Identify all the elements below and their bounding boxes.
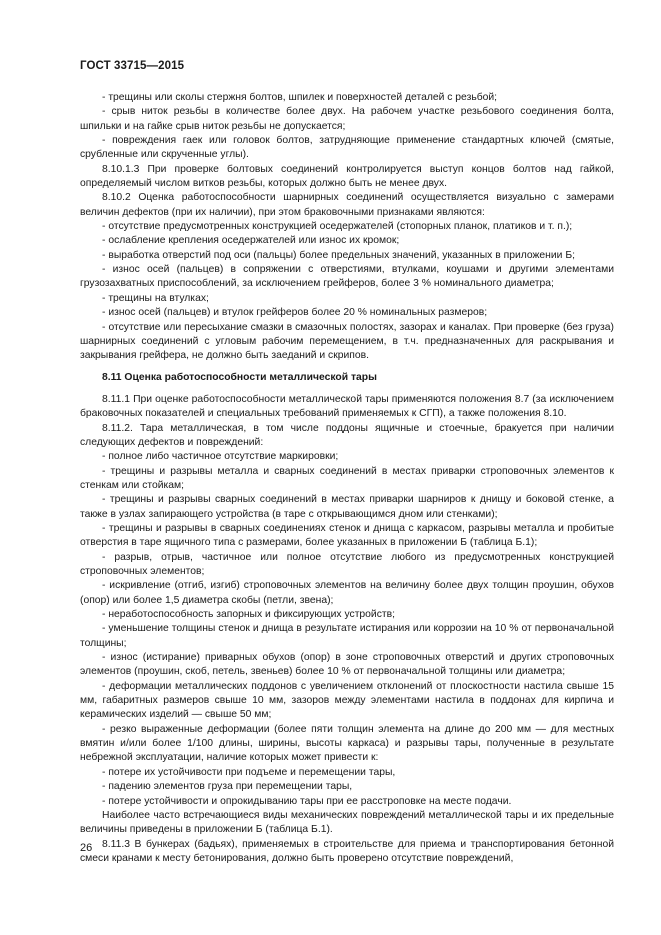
paragraph: - резко выраженные деформации (более пяти толщин элемента на длине до 200 мм — для местных вмятин и/или более 1/100 длины, ширины, высоты каркаса) и разрывы тары, полученные в результате небрежной эксплуатации, наличие которых может привести к:	[80, 723, 614, 764]
paragraph: 8.10.2 Оценка работоспособности шарнирных соединений осуществляется визуально с замерами величин дефектов (при их наличии), при этом браковочными признаками являются:	[80, 192, 614, 218]
paragraph: - разрыв, отрыв, частичное или полное отсутствие любого из предусмотренных конструкцией строповочных элементов;	[80, 551, 614, 577]
paragraph: - износ осей (пальцев) и втулок грейферов более 20 % номинальных размеров;	[102, 307, 488, 319]
paragraph: 8.11.1 При оценке работоспособности металлической тары применяются положения 8.7 (за исключением браковочных показателей и специальных требований применяемых к СГП), а также положения 8.10.	[80, 393, 614, 420]
body-text	[80, 91, 614, 866]
paragraph: - искривление (отгиб, изгиб) строповочных элементов на величину более двух толщин проушин, обухов (опор) или более 1,5 диаметра скобы (петли, звена);	[80, 580, 614, 606]
paragraph: - отсутствие предусмотренных конструкцией оседержателей (стопорных планок, платиков и т. п.);	[102, 221, 573, 233]
paragraph: 8.10.1.3 При проверке болтовых соединений контролируется выступ концов болтов над гайкой, определяемый числом витков резьбы, которых должно быть не менее двух.	[80, 163, 614, 190]
paragraph: - износ (истирание) приварных обухов (опор) в зоне строповочных отверстий и других строповочных элементов (проушин, скоб, петель, звеньев) более 10 % от первоначальной толщины или диаметра;	[80, 652, 614, 678]
paragraph: - трещины и разрывы сварных соединений в местах приварки шарниров к днищу и боковой стенке, а также в узлах запирающего устройства (в таре с открывающимся дном или стенками);	[80, 494, 614, 520]
paragraph: - ослабление крепления оседержателей или износ их кромок;	[102, 235, 400, 247]
paragraph: - срыв ниток резьбы в количестве более двух. На рабочем участке резьбового соединения болта, шпильки и на гайке срыв ниток резьбы не допускается;	[80, 106, 614, 132]
running-header-doc-id: ГОСТ 33715—2015	[80, 60, 185, 72]
paragraph: - полное либо частичное отсутствие маркировки;	[102, 451, 339, 463]
paragraph: - отсутствие или пересыхание смазки в смазочных полостях, зазорах и каналах. При проверке (без груза) шарнирных соединений с угловым рабочим перемещением, в т.ч. предназначенных для раскрывания и закрывания грейфера, не должно быть заеданий и скрипов.	[80, 321, 614, 362]
section-heading: 8.11 Оценка работоспособности металлической тары	[102, 371, 377, 383]
paragraph: - повреждения гаек или головок болтов, затрудняющие применение стандартных ключей (смятые, срубленные или скрученные углы).	[80, 135, 614, 161]
paragraph: - падению элементов груза при перемещении тары,	[102, 781, 353, 793]
paragraph: - трещины и разрывы металла и сварных соединений в местах приварки строповочных элементов к стенкам или стойкам;	[80, 465, 614, 491]
paragraph: Наиболее часто встречающиеся виды механических повреждений металлической тары и их предельные величины приведены в приложении Б (таблица Б.1).	[80, 809, 614, 836]
page-number: 26	[80, 842, 93, 854]
paragraph: 8.11.3 В бункерах (бадьях), применяемых в строительстве для приема и транспортирования бетонной смеси кранами к месту бетонирования, должно быть проверено отсутствие повреждений,	[80, 838, 614, 864]
paragraph: - трещины и разрывы в сварных соединениях стенок и днища с каркасом, разрывы металла и пробитые отверстия в таре ящичного типа с размерами, более указанных в приложении Б (таблица Б.1);	[80, 522, 614, 549]
paragraph: - уменьшение толщины стенок и днища в результате истирания или коррозии на 10 % от первоначальной толщины;	[80, 623, 614, 649]
paragraph: - потере их устойчивости при подъеме и перемещении тары,	[102, 766, 396, 778]
paragraph: 8.11.2. Тара металлическая, в том числе поддоны ящичные и стоечные, бракуется при наличии следующих дефектов и повреждений:	[80, 422, 614, 448]
paragraph: - потере устойчивости и опрокидыванию тары при ее расстроповке на месте подачи.	[102, 795, 512, 807]
paragraph: - деформации металлических поддонов с увеличением отклонений от плоскостности настила свыше 15 мм, габаритных размеров свыше 10 мм, зазоров между элементами настила в поддонах для кирпича и керамических изделий — свыше 50 мм;	[80, 680, 614, 721]
paragraph: - трещины или сколы стержня болтов, шпилек и поверхностей деталей с резьбой;	[102, 92, 498, 103]
paragraph: - износ осей (пальцев) в сопряжении с отверстиями, втулками, коушами и другими элементами грузозахватных приспособлений, за исключением грейферов, более 3 % номинального диаметра;	[80, 264, 614, 290]
paragraph: - выработка отверстий под оси (пальцы) более предельных значений, указанных в приложении Б;	[102, 249, 575, 261]
paragraph: - неработоспособность запорных и фиксирующих устройств;	[102, 609, 395, 621]
paragraph: - трещины на втулках;	[102, 292, 209, 304]
